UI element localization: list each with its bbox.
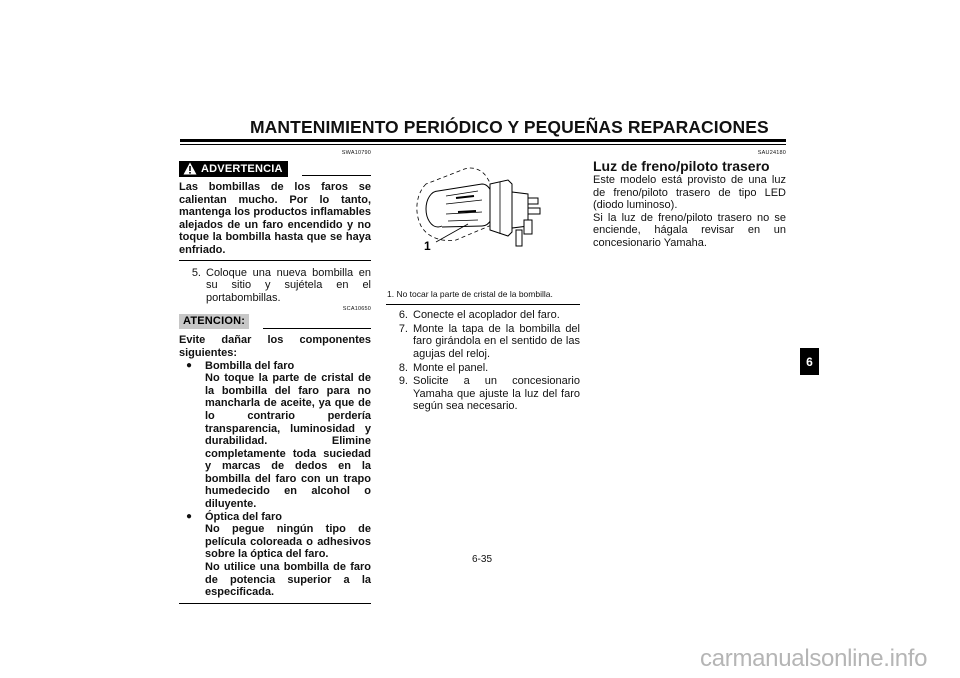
warning-code: SWA10790 bbox=[341, 150, 371, 156]
caution-end-line bbox=[179, 603, 371, 604]
bullet-text: No pegue ningún tipo de película coloreada o adhesivos sobre la óptica del faro. bbox=[205, 523, 371, 561]
step-text: Conecte el acoplador del faro. bbox=[413, 309, 560, 322]
paragraph: Este modelo está provisto de una luz de freno/piloto trasero de tipo LED (diodo luminoso). bbox=[593, 174, 786, 212]
caution-header-line bbox=[263, 328, 371, 329]
warning-text: Las bombillas de los faros se calientan mucho. Por lo tanto, mantenga los productos inflamables alejados de un faro encendido y no toque la bombilla hasta que se haya enfriado. bbox=[179, 181, 371, 256]
bullet-item bbox=[179, 360, 371, 373]
title-rule-thick bbox=[180, 139, 786, 142]
section-heading: Luz de freno/piloto trasero bbox=[593, 158, 770, 174]
page-number: 6-35 bbox=[472, 554, 493, 565]
step-item bbox=[386, 323, 580, 361]
step-text: Monte el panel. bbox=[413, 361, 489, 374]
step-number: 6. bbox=[398, 309, 408, 322]
watermark: carmanualsonline.info bbox=[700, 645, 928, 672]
warning-header-line bbox=[302, 175, 371, 176]
bullet-title: Óptica del faro bbox=[205, 510, 283, 523]
warning-end-line bbox=[179, 260, 371, 261]
warning-header bbox=[179, 160, 371, 177]
warning-label: ADVERTENCIA bbox=[201, 162, 283, 175]
step-number: 9. bbox=[398, 375, 408, 388]
step-item bbox=[386, 309, 580, 322]
step-number: 8. bbox=[398, 361, 408, 374]
figure-caption-rule bbox=[386, 304, 580, 305]
headlight-bulb-figure bbox=[386, 154, 580, 284]
column-left bbox=[179, 150, 371, 610]
bullet-title: Bombilla del faro bbox=[205, 359, 295, 372]
warning-label-box bbox=[179, 161, 288, 177]
step-text: Monte la tapa de la bombilla del faro girándola en el sentido de las agujas del reloj. bbox=[413, 322, 580, 360]
bullet-text: No utilice una bombilla de faro de potencia superior a la especificada. bbox=[205, 561, 371, 599]
caution-header bbox=[179, 313, 371, 330]
bullet-item bbox=[179, 511, 371, 524]
warning-triangle-icon bbox=[183, 162, 197, 175]
column-right bbox=[593, 150, 786, 250]
title-rule-thin bbox=[180, 144, 786, 145]
section-code: SAU24180 bbox=[757, 150, 786, 156]
caution-code: SCA10650 bbox=[342, 306, 371, 313]
step-item bbox=[386, 362, 580, 375]
step-number: 7. bbox=[398, 322, 408, 335]
step-text: Solicite a un concesionario Yamaha que ajuste la luz del faro según sea necesario. bbox=[413, 375, 580, 413]
column-middle bbox=[386, 150, 580, 413]
chapter-tab: 6 bbox=[800, 348, 819, 375]
paragraph: Si la luz de freno/piloto trasero no se enciende, hágala revisar en un concesionario Yamaha. bbox=[593, 211, 786, 249]
step-text: Coloque una nueva bombilla en su sitio y sujétela en el portabombillas. bbox=[206, 266, 371, 304]
figure-caption: 1. No tocar la parte de cristal de la bombilla. bbox=[387, 288, 553, 299]
step-number: 5. bbox=[191, 266, 201, 279]
figure-callout-number: 1 bbox=[424, 239, 431, 253]
page-title: MANTENIMIENTO PERIÓDICO Y PEQUEÑAS REPARACIONES bbox=[250, 117, 769, 137]
bullet-dot-icon: ● bbox=[186, 510, 193, 522]
caution-label: ATENCION: bbox=[179, 314, 249, 329]
bullet-dot-icon: ● bbox=[186, 359, 193, 371]
step-item bbox=[386, 375, 580, 413]
step-item bbox=[179, 267, 371, 305]
caution-intro: Evite dañar los componentes siguientes: bbox=[179, 334, 371, 359]
bullet-text: No toque la parte de cristal de la bombilla del faro para no mancharla de aceite, ya que de lo contrario perdería transparencia, luminosidad y durabilidad. Elimine completamente toda suciedad y marcas de dedos en la bombilla del faro con un trapo humedecido en alcohol o diluyente. bbox=[205, 372, 371, 511]
